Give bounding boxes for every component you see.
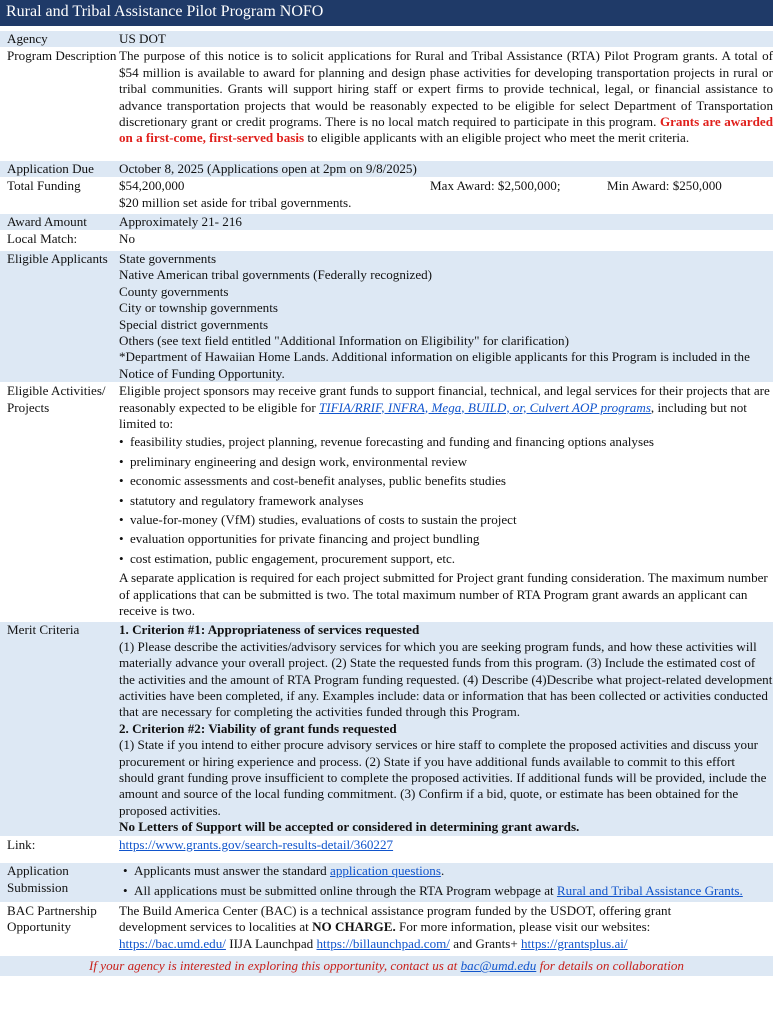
program-description-label: Program Description [7, 48, 117, 64]
criterion-1-title: 1. Criterion #1: Appropriateness of services requested [119, 622, 420, 638]
link-label: Link: [7, 836, 36, 852]
footer-contact [0, 956, 773, 976]
program-description-text: The purpose of this notice is to solicit applications for Rural and Tribal Assistance (RTA) Pilot Program grants. A total of $54 million is available to award for planning and design phase activities for developing transportation projects in rural or tribal communities. Grants will support hiring staff or expert firms to provide technical, legal, or financial assistance to advance transportation projects that would be reasonably expected to be eligible for select Department of Transportation discretionary grant or credit programs. There is no local match required to participate in this program. [119, 48, 773, 130]
eligible-applicant-item: Native American tribal governments (Federally recognized) [119, 267, 433, 283]
list-item-text: statutory and regulatory framework analyses [130, 492, 364, 508]
merit-criteria-value [119, 622, 773, 835]
local-match-value: No [119, 231, 136, 247]
list-item-text: All applications must be submitted online through the RTA Program webpage at [134, 882, 554, 898]
bac-partnership-value [119, 903, 773, 952]
list-item [119, 551, 773, 567]
list-item-text-end: . [440, 863, 445, 879]
tribal-set-aside: $20 million set aside for tribal governments. [119, 194, 352, 210]
bac-text: The Build America Center (BAC) is a technical assistance program funded by the USDOT, offering grant development services to localities at [119, 902, 672, 935]
first-come-highlight: Grants are awarded on a first-come, first-served basis [119, 114, 773, 146]
award-amount-label: Award Amount [7, 214, 87, 230]
list-item-text: preliminary engineering and design work, environmental review [130, 453, 468, 469]
total-funding-row [0, 178, 773, 211]
bac-partnership-row [0, 903, 773, 952]
criterion-1-text: (1) Please describe the activities/advisory services for which you are seeking program funds, and how these activities will materially advance your overall project. (2) State the requested funds from this program. (3) Include the estimated cost of the activities and the amount of RTA Program funding requested. (4) Describe (4)Describe what project-related development activities have been completed, if any. Examples include: data or information that has been collected or activities conducted that are necessary for completing the activities funded through this Program. [119, 638, 773, 720]
footer-text: If your agency is interested in exploring this opportunity, contact us at [89, 958, 458, 974]
max-award: Max Award: $2,500,000; [430, 178, 561, 194]
bac-text-2: For more information, please visit our websites: [399, 919, 651, 935]
application-questions-link[interactable]: application questions [330, 863, 441, 879]
list-item [119, 512, 773, 528]
list-item [119, 531, 773, 547]
eligible-activities-value [119, 383, 773, 619]
list-item-text: value-for-money (VfM) studies, evaluations of costs to sustain the project [130, 511, 517, 527]
grants-gov-link[interactable]: https://www.grants.gov/search-results-detail/360227 [119, 836, 394, 852]
eligible-activities-intro: Eligible project sponsors may receive grant funds to support financial, technical, and legal services for their projects that are reasonably expected to be eligible for [119, 383, 770, 415]
rta-grants-link[interactable]: Rural and Tribal Assistance Grants. [556, 882, 743, 898]
list-item-text: cost estimation, public engagement, procurement support, etc. [130, 550, 456, 566]
eligible-programs-link[interactable]: TIFIA/RRIF, INFRA, Mega, BUILD, or, Culvert AOP programs [318, 399, 651, 415]
and-grants-label: and Grants+ [453, 935, 518, 951]
eligible-activities-intro-end: , including but not limited to: [119, 399, 747, 431]
bullet-icon: • [123, 882, 128, 898]
eligible-activities-row [0, 383, 773, 619]
no-charge-text: NO CHARGE. [312, 919, 396, 935]
eligible-applicant-item: County governments [119, 283, 229, 299]
criterion-2-text: (1) State if you intend to either procure advisory services or hire staff to complete the proposed activities and discuss your procurement or hiring experience and process. (2) State if you have additional funds available to commit to this effort should grant funding prove insufficient to complete the proposed activities. If additional funds will be provided, include the amount and source of the local funding commitment. (3) Confirm if a bid, quote, or estimate has been obtained for the proposed activities. [119, 737, 767, 818]
link-row [0, 837, 773, 853]
list-item [119, 473, 773, 489]
merit-criteria-row [0, 622, 773, 835]
submission-bullets [119, 863, 773, 899]
eligible-applicant-item: State governments [119, 250, 217, 266]
eligible-applicants-list [119, 251, 773, 382]
program-description-text-end: to eligible applicants with an eligible project who meet the merit criteria. [307, 130, 690, 146]
list-item [123, 883, 773, 899]
eligible-activities-label-line1: Eligible Activities/ [7, 383, 106, 399]
program-description-row [0, 48, 773, 146]
bullet-icon: • [119, 434, 124, 450]
application-due-label: Application Due [7, 160, 94, 176]
award-amount-row [0, 214, 773, 230]
bac-partnership-label [0, 903, 119, 952]
grantsplus-link[interactable]: https://grantsplus.ai/ [521, 935, 628, 951]
launchpad-link[interactable]: https://billaunchpad.com/ [316, 935, 450, 951]
application-submission-label-line1: Application [7, 863, 69, 879]
application-due-row [0, 161, 773, 177]
footer-text-end: for details on collaboration [539, 958, 684, 974]
bullet-icon: • [119, 473, 124, 489]
application-submission-value [119, 863, 773, 902]
bullet-icon: • [119, 531, 124, 547]
agency-label: Agency [7, 31, 48, 46]
eligible-applicant-item: *Department of Hawaiian Home Lands. Additional information on eligible applicants for this Program is included in the Notice of Funding Opportunity. [119, 349, 750, 381]
bullet-icon: • [119, 453, 124, 469]
agency-value: US DOT [119, 31, 166, 46]
bullet-icon: • [119, 511, 124, 527]
list-item-text: economic assessments and cost-benefit analyses, public benefits studies [130, 473, 506, 489]
bullet-icon: • [123, 863, 128, 879]
eligible-applicants-row [0, 251, 773, 382]
email-link[interactable]: bac@umd.edu [460, 958, 537, 974]
link-value [119, 837, 773, 853]
eligible-activities-closing: A separate application is required for each project submitted for Project grant funding consideration. The maximum number of applications that can be submitted is two. The total maximum number of RTA Program grant awards an applicant can receive is two. [119, 570, 768, 618]
page-title: Rural and Tribal Assistance Pilot Program NOFO [0, 0, 773, 26]
application-due-value: October 8, 2025 (Applications open at 2pm on 9/8/2025) [119, 160, 417, 176]
list-item [123, 863, 773, 879]
list-item-text: feasibility studies, project planning, revenue forecasting and funding and financing options analyses [130, 434, 654, 450]
program-description-value [119, 48, 773, 146]
list-item-text: Applicants must answer the standard [134, 863, 327, 879]
bullet-icon: • [119, 550, 124, 566]
eligible-applicant-item: Special district governments [119, 316, 269, 332]
criterion-2-title: 2. Criterion #2: Viability of grant funds requested [119, 720, 397, 736]
application-submission-label-line2: Submission [7, 879, 69, 895]
list-item [119, 434, 773, 450]
total-funding-amount: $54,200,000 [119, 178, 185, 194]
iija-label: IIJA Launchpad [229, 935, 314, 951]
agency-row [0, 31, 773, 47]
bac-website-link[interactable]: https://bac.umd.edu/ [119, 935, 226, 951]
award-amount-value: Approximately 21- 216 [119, 214, 242, 230]
eligible-activities-label [0, 383, 119, 619]
eligible-activities-bullets [119, 434, 773, 567]
total-funding-label: Total Funding [7, 178, 81, 194]
eligible-activities-label-line2: Projects [7, 399, 50, 415]
eligible-applicant-item: City or township governments [119, 300, 278, 316]
local-match-row [0, 231, 773, 247]
letters-of-support-note: No Letters of Support will be accepted or considered in determining grant awards. [119, 819, 580, 835]
list-item [119, 454, 773, 470]
list-item-text: evaluation opportunities for private financing and project bundling [130, 531, 480, 547]
min-award: Min Award: $250,000 [607, 178, 722, 194]
bullet-icon: • [119, 492, 124, 508]
local-match-label: Local Match: [7, 231, 78, 247]
bac-partnership-label-line1: BAC Partnership [7, 902, 97, 918]
total-funding-value [119, 178, 773, 211]
bac-partnership-label-line2: Opportunity [7, 919, 72, 935]
eligible-applicants-label: Eligible Applicants [7, 250, 108, 266]
application-submission-row [0, 863, 773, 902]
list-item [119, 493, 773, 509]
merit-criteria-label: Merit Criteria [7, 622, 80, 638]
eligible-applicant-item: Others (see text field entitled "Additional Information on Eligibility" for clarification) [119, 332, 569, 348]
application-submission-label [0, 863, 119, 902]
